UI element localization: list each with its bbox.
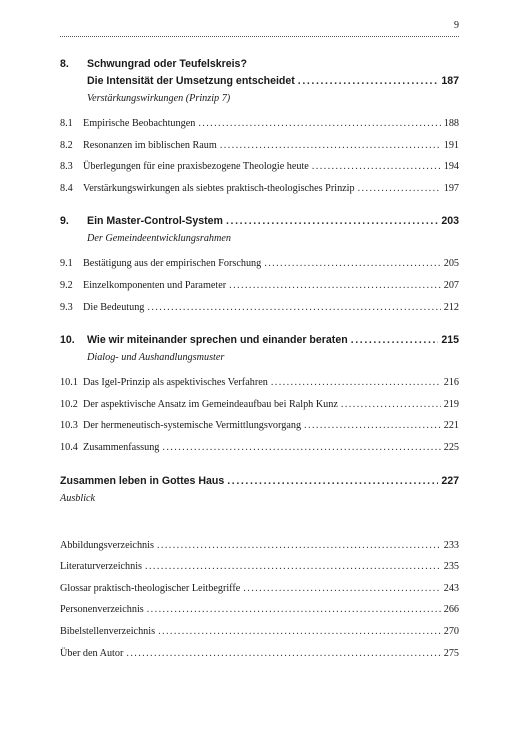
toc-entry[interactable] bbox=[60, 135, 459, 157]
dot-leader bbox=[147, 599, 441, 621]
appendix-page: 266 bbox=[443, 604, 459, 616]
appendix-page: 233 bbox=[443, 539, 459, 551]
section-page: 197 bbox=[443, 182, 459, 194]
toc-entry[interactable] bbox=[60, 578, 459, 600]
dot-leader bbox=[304, 415, 441, 437]
section-number: 10.1 bbox=[60, 377, 78, 389]
toc-entry[interactable] bbox=[60, 621, 459, 643]
appendix-page: 270 bbox=[443, 625, 459, 637]
dot-leader bbox=[158, 621, 441, 643]
appendix-list bbox=[60, 535, 459, 665]
section-title: Empirische Beobachtungen bbox=[83, 118, 196, 129]
chapter-number: 8. bbox=[60, 58, 69, 70]
section-number: 8.4 bbox=[60, 182, 73, 194]
section-page: 191 bbox=[443, 139, 459, 151]
chapter-title: Wie wir miteinander sprechen und einander beraten bbox=[87, 334, 348, 347]
dot-leader bbox=[227, 473, 438, 490]
chapter-number: 9. bbox=[60, 215, 69, 228]
chapter-subtitle: Verstärkungswirkungen (Prinzip 7) bbox=[87, 93, 231, 104]
dot-leader bbox=[351, 332, 439, 349]
dot-leader bbox=[341, 394, 441, 416]
section-title: Der hermeneutisch-systemische Vermittlungsvorgang bbox=[83, 420, 302, 432]
section-page: 205 bbox=[443, 258, 459, 270]
chapter-title: Zusammen leben in Gottes Haus bbox=[60, 474, 225, 487]
chapter-title: Die Intensität der Umsetzung entscheidet bbox=[87, 75, 295, 87]
section-title: Überlegungen für eine praxisbezogene Theologie heute bbox=[83, 161, 309, 173]
chapter-heading-line[interactable] bbox=[60, 473, 459, 490]
section-number: 8.2 bbox=[60, 139, 73, 151]
chapter-number: 10. bbox=[60, 334, 75, 347]
dot-leader bbox=[147, 297, 440, 319]
section-page: 207 bbox=[443, 279, 459, 291]
toc-entry[interactable] bbox=[60, 178, 459, 200]
appendix-title: Personenverzeichnis bbox=[60, 604, 144, 616]
dot-leader bbox=[243, 578, 440, 600]
dot-leader bbox=[145, 556, 441, 578]
chapter-subtitle: Ausblick bbox=[60, 492, 96, 504]
toc-entry[interactable] bbox=[60, 599, 459, 621]
spacer bbox=[60, 513, 459, 535]
dot-leader bbox=[162, 437, 440, 459]
chapter-10 bbox=[60, 332, 459, 458]
toc-entry[interactable] bbox=[60, 113, 459, 135]
section-title: Die Bedeutung bbox=[83, 301, 145, 313]
dot-leader bbox=[220, 135, 441, 157]
dot-leader bbox=[358, 178, 441, 200]
section-page: 221 bbox=[443, 420, 459, 432]
dot-leader bbox=[229, 275, 441, 297]
toc-entry[interactable] bbox=[60, 535, 459, 557]
chapter-subtitle: Der Gemeindeentwicklungsrahmen bbox=[87, 233, 232, 245]
toc-entry[interactable] bbox=[60, 297, 459, 319]
appendix-title: Bibelstellenverzeichnis bbox=[60, 625, 156, 637]
section-title: Einzelkomponenten und Parameter bbox=[83, 279, 227, 291]
section-title: Zusammenfassung bbox=[83, 441, 160, 453]
spacer bbox=[60, 459, 459, 473]
page-number: 9 bbox=[454, 20, 459, 31]
chapter-page: 215 bbox=[441, 334, 459, 347]
dot-leader bbox=[157, 535, 441, 557]
section-title: Der aspektivische Ansatz im Gemeindeaufbau bei Ralph Kunz bbox=[83, 398, 338, 410]
appendix-title: Über den Autor bbox=[60, 647, 124, 659]
table-of-contents bbox=[60, 56, 459, 664]
chapter-heading-line[interactable] bbox=[60, 56, 459, 73]
chapter-title: Schwungrad oder Teufelskreis? bbox=[87, 58, 247, 70]
toc-entry[interactable] bbox=[60, 643, 459, 665]
chapter-heading-line[interactable] bbox=[60, 332, 459, 349]
chapter-heading-line[interactable] bbox=[60, 73, 459, 90]
toc-entry[interactable] bbox=[60, 394, 459, 416]
section-title: Verstärkungswirkungen als siebtes praktisch-theologisches Prinzip bbox=[83, 182, 355, 194]
dot-leader bbox=[264, 253, 440, 275]
chapter-title: Ein Master-Control-System bbox=[87, 215, 223, 228]
section-number: 9.1 bbox=[60, 258, 73, 270]
appendix-title: Literaturverzeichnis bbox=[60, 561, 143, 573]
header-divider bbox=[60, 36, 459, 37]
appendix-page: 235 bbox=[443, 561, 459, 573]
dot-leader bbox=[312, 156, 441, 178]
section-page: 225 bbox=[443, 441, 459, 453]
section-number: 8.3 bbox=[60, 161, 73, 173]
chapter-subtitle: Dialog- und Aushandlungsmuster bbox=[87, 352, 225, 364]
toc-entry[interactable] bbox=[60, 253, 459, 275]
appendix-page: 243 bbox=[443, 582, 459, 594]
dot-leader bbox=[198, 113, 440, 135]
toc-entry[interactable] bbox=[60, 437, 459, 459]
chapter-page: 187 bbox=[441, 75, 459, 87]
dot-leader bbox=[126, 643, 440, 665]
chapter-page: 227 bbox=[441, 474, 459, 487]
toc-entry[interactable] bbox=[60, 372, 459, 394]
section-page: 219 bbox=[443, 398, 459, 410]
dot-leader bbox=[298, 73, 439, 90]
section-number: 8.1 bbox=[60, 118, 73, 129]
closing-chapter bbox=[60, 473, 459, 508]
spacer bbox=[60, 199, 459, 213]
section-page: 188 bbox=[443, 118, 459, 129]
appendix-title: Abbildungsverzeichnis bbox=[60, 539, 154, 551]
toc-entry[interactable] bbox=[60, 275, 459, 297]
dot-leader bbox=[226, 213, 438, 230]
section-title: Bestätigung aus der empirischen Forschung bbox=[83, 258, 262, 270]
section-number: 9.3 bbox=[60, 301, 73, 313]
section-page: 212 bbox=[443, 301, 459, 313]
section-number: 10.4 bbox=[60, 441, 78, 453]
toc-entry[interactable] bbox=[60, 156, 459, 178]
section-number: 10.3 bbox=[60, 420, 78, 432]
chapter-page: 203 bbox=[441, 215, 459, 228]
spacer bbox=[60, 318, 459, 332]
toc-entry[interactable] bbox=[60, 556, 459, 578]
chapter-8 bbox=[60, 56, 459, 199]
section-number: 9.2 bbox=[60, 279, 73, 291]
chapter-heading-line[interactable] bbox=[60, 213, 459, 230]
section-number: 10.2 bbox=[60, 398, 78, 410]
section-page: 194 bbox=[443, 161, 459, 173]
chapter-9 bbox=[60, 213, 459, 318]
section-title: Resonanzen im biblischen Raum bbox=[83, 139, 217, 151]
appendix-page: 275 bbox=[443, 647, 459, 659]
section-title: Das Igel-Prinzip als aspektivisches Verfahren bbox=[83, 377, 268, 389]
section-page: 216 bbox=[443, 377, 459, 389]
appendix-title: Glossar praktisch-theologischer Leitbegriffe bbox=[60, 582, 241, 594]
dot-leader bbox=[271, 372, 441, 394]
toc-entry[interactable] bbox=[60, 415, 459, 437]
